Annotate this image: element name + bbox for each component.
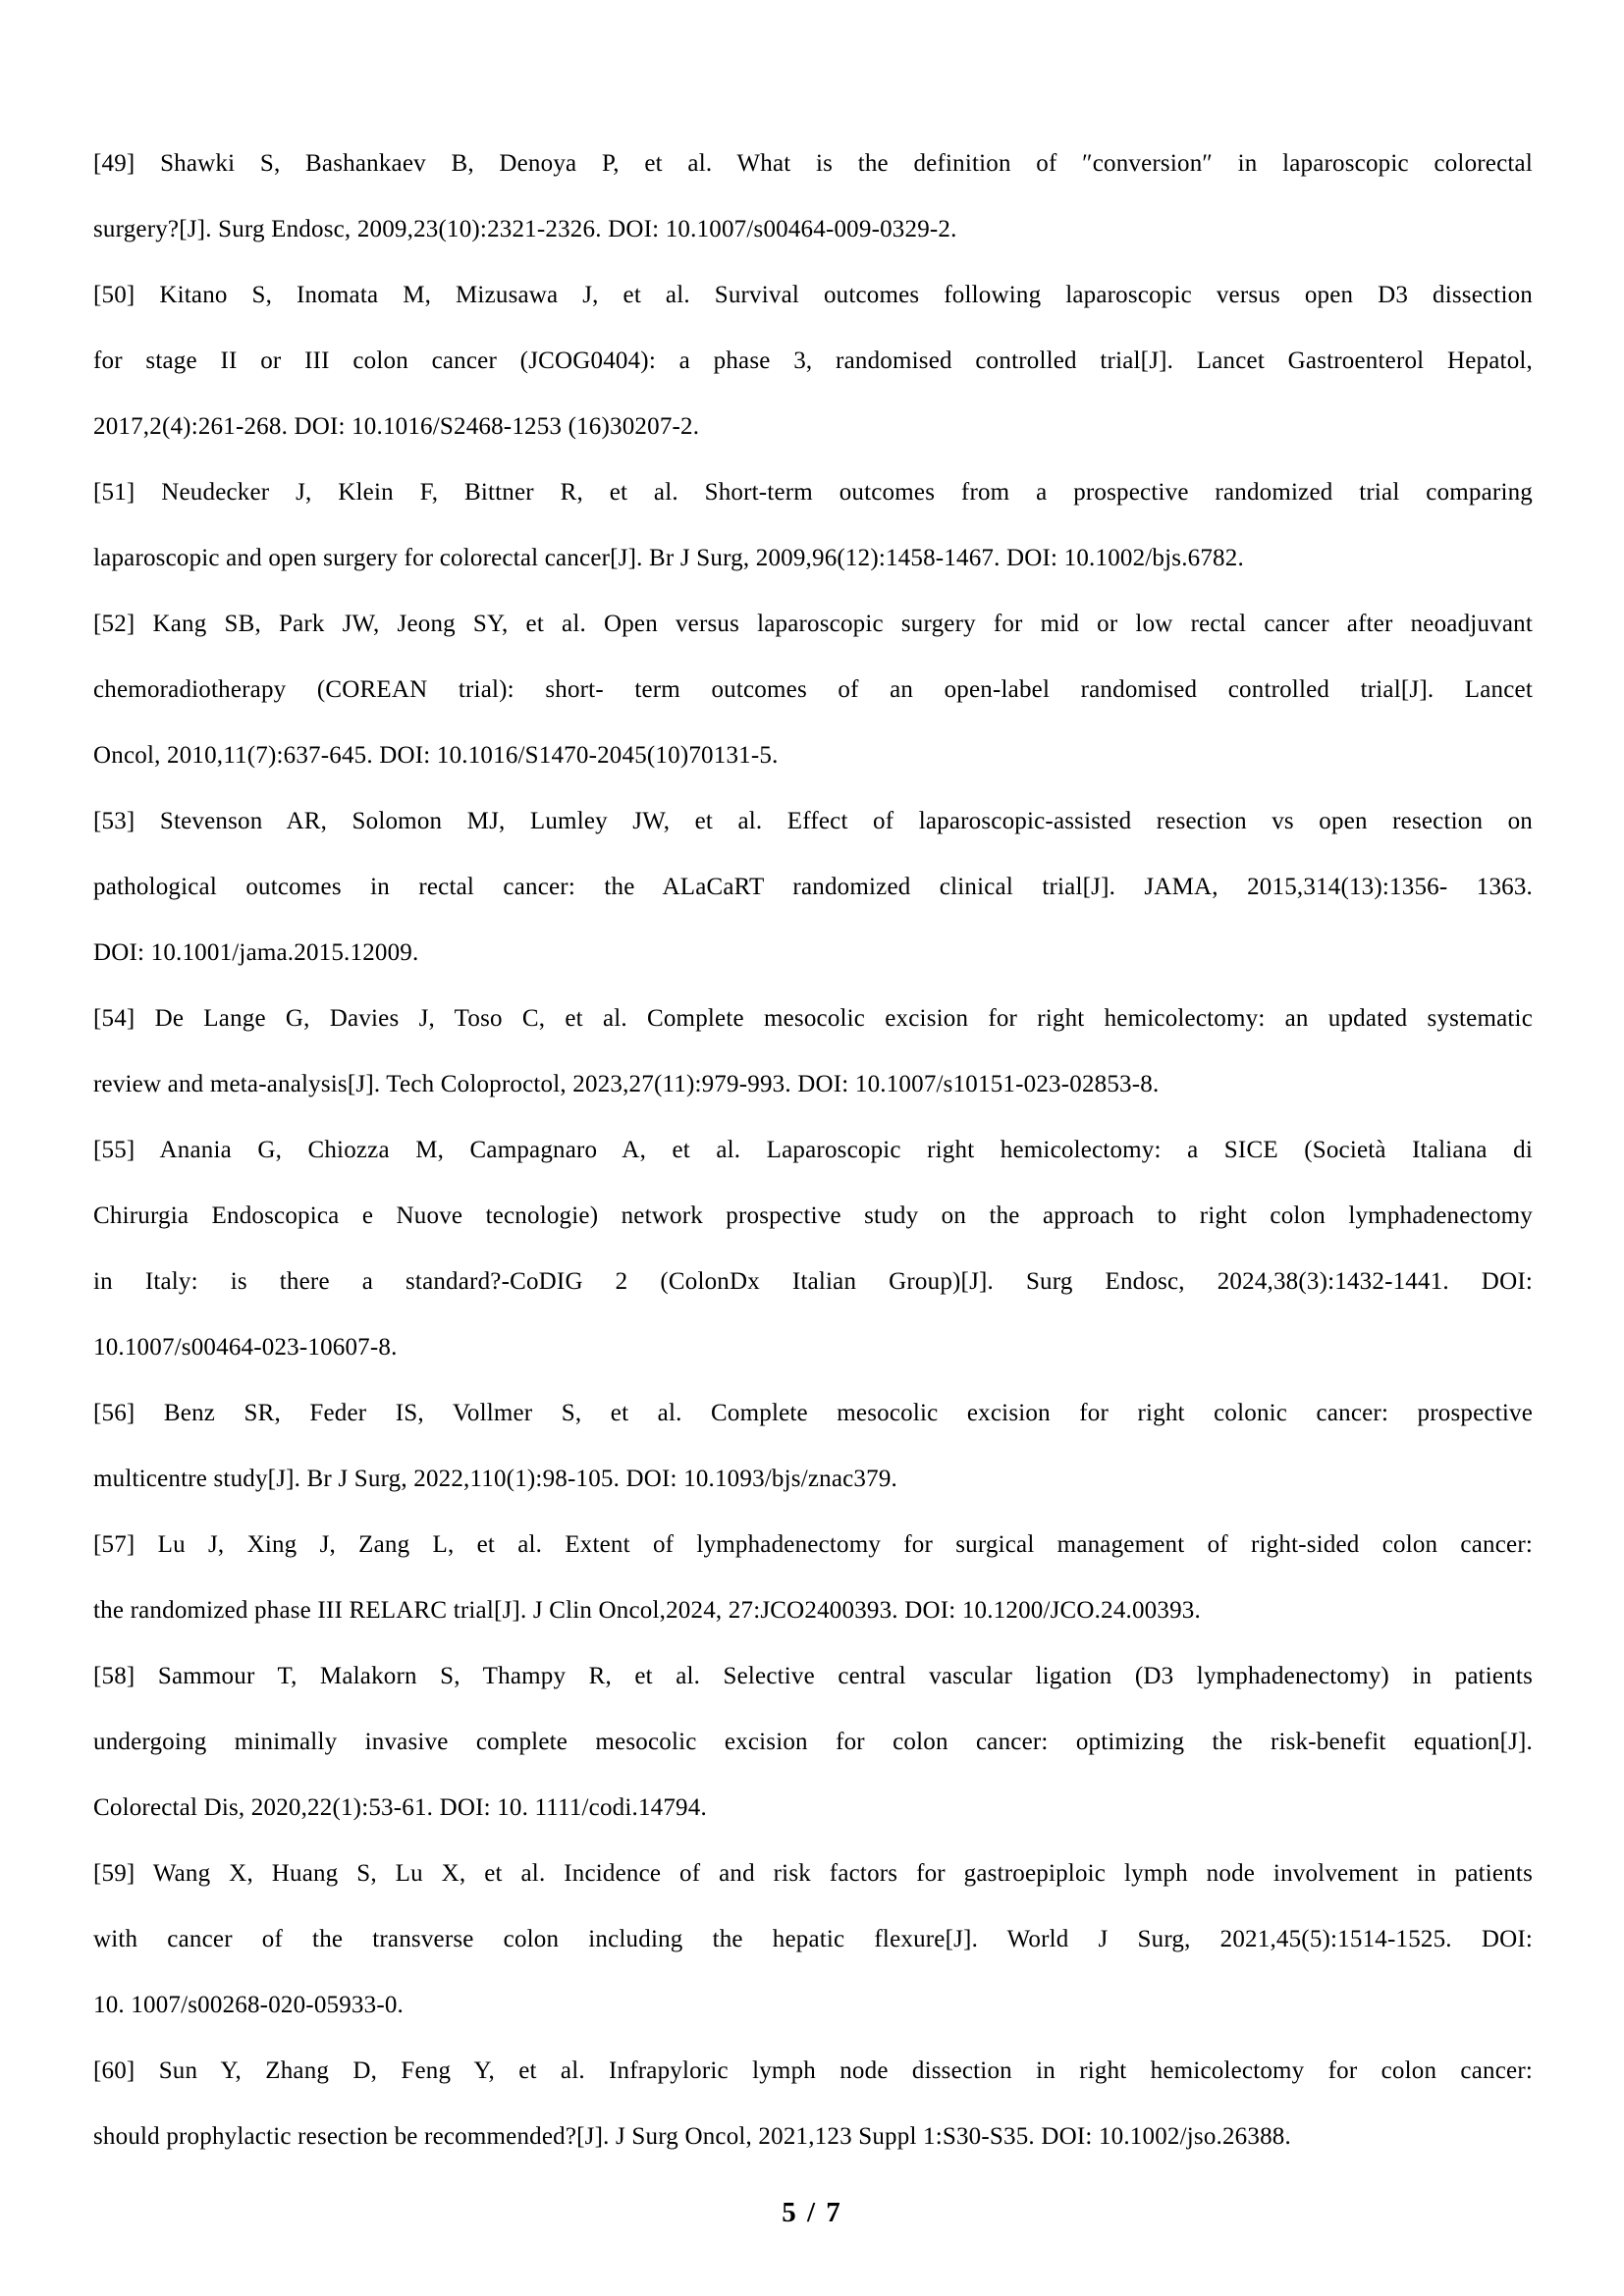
reference-line: DOI: 10.1001/jama.2015.12009. xyxy=(93,939,419,966)
reference-line: undergoing minimally invasive complete mesocolic excision for colon cancer: optimizing the risk-benefit equation[J]. xyxy=(93,1729,1533,1755)
reference-line: 2017,2(4):261-268. DOI: 10.1016/S2468-1253 (16)30207-2. xyxy=(93,413,700,440)
reference-line: 10.1007/s00464-023-10607-8. xyxy=(93,1334,398,1361)
reference-line: Oncol, 2010,11(7):637-645. DOI: 10.1016/S1470-2045(10)70131-5. xyxy=(93,742,779,769)
reference-line: [56] Benz SR, Feder IS, Vollmer S, et al. Complete mesocolic excision for right colonic cancer: prospective xyxy=(93,1400,1533,1426)
page-number: 5 / 7 xyxy=(782,2197,842,2228)
reference-line: the randomized phase III RELARC trial[J]. J Clin Oncol,2024, 27:JCO2400393. DOI: 10.1200/JCO.24.00393. xyxy=(93,1597,1201,1624)
reference-line: surgery?[J]. Surg Endosc, 2009,23(10):2321-2326. DOI: 10.1007/s00464-009-0329-2. xyxy=(93,216,957,242)
references-list xyxy=(93,131,1533,2169)
reference-line: [50] Kitano S, Inomata M, Mizusawa J, et al. Survival outcomes following laparoscopic versus open D3 dissection xyxy=(93,282,1533,308)
reference-60 xyxy=(93,2038,1533,2169)
reference-54 xyxy=(93,986,1533,1117)
reference-line: chemoradiotherapy (COREAN trial): short- term outcomes of an open-label randomised controlled trial[J]. Lancet xyxy=(93,676,1533,703)
reference-49 xyxy=(93,131,1533,262)
reference-line: pathological outcomes in rectal cancer: the ALaCaRT randomized clinical trial[J]. JAMA, 2015,314(13):1356- 1363. xyxy=(93,874,1533,900)
reference-line: 10. 1007/s00268-020-05933-0. xyxy=(93,1992,405,2018)
reference-59 xyxy=(93,1841,1533,2038)
reference-line: [52] Kang SB, Park JW, Jeong SY, et al. Open versus laparoscopic surgery for mid or low rectal cancer after neoadjuvant xyxy=(93,611,1533,637)
reference-51 xyxy=(93,459,1533,591)
reference-line: Colorectal Dis, 2020,22(1):53-61. DOI: 10. 1111/codi.14794. xyxy=(93,1794,707,1821)
reference-line: multicentre study[J]. Br J Surg, 2022,110(1):98-105. DOI: 10.1093/bjs/znac379. xyxy=(93,1466,897,1492)
reference-line: review and meta-analysis[J]. Tech Coloproctol, 2023,27(11):979-993. DOI: 10.1007/s10151-023-02853-8. xyxy=(93,1071,1160,1097)
reference-line: [60] Sun Y, Zhang D, Feng Y, et al. Infrapyloric lymph node dissection in right hemicolectomy for colon cancer: xyxy=(93,2057,1533,2084)
reference-line: [54] De Lange G, Davies J, Toso C, et al. Complete mesocolic excision for right hemicolectomy: an updated systematic xyxy=(93,1005,1533,1032)
reference-line: [53] Stevenson AR, Solomon MJ, Lumley JW, et al. Effect of laparoscopic-assisted resection vs open resection on xyxy=(93,808,1533,834)
reference-line: laparoscopic and open surgery for colorectal cancer[J]. Br J Surg, 2009,96(12):1458-1467. DOI: 10.1002/bjs.6782. xyxy=(93,545,1244,571)
reference-58 xyxy=(93,1643,1533,1841)
reference-line: [58] Sammour T, Malakorn S, Thampy R, et al. Selective central vascular ligation (D3 lymphadenectomy) in patients xyxy=(93,1663,1533,1689)
reference-line: for stage II or III colon cancer (JCOG0404): a phase 3, randomised controlled trial[J]. Lancet Gastroenterol Hepatol, xyxy=(93,347,1533,374)
reference-line: with cancer of the transverse colon including the hepatic flexure[J]. World J Surg, 2021,45(5):1514-1525. DOI: xyxy=(93,1926,1533,1952)
reference-52 xyxy=(93,591,1533,788)
reference-line: [55] Anania G, Chiozza M, Campagnaro A, et al. Laparoscopic right hemicolectomy: a SICE (Società Italiana di xyxy=(93,1137,1533,1163)
reference-line: should prophylactic resection be recommended?[J]. J Surg Oncol, 2021,123 Suppl 1:S30-S35. DOI: 10.1002/jso.26388. xyxy=(93,2123,1291,2150)
reference-line: [51] Neudecker J, Klein F, Bittner R, et al. Short-term outcomes from a prospective randomized trial comparing xyxy=(93,479,1533,506)
reference-line: [57] Lu J, Xing J, Zang L, et al. Extent of lymphadenectomy for surgical management of right-sided colon cancer: xyxy=(93,1531,1533,1558)
reference-55 xyxy=(93,1117,1533,1380)
reference-57 xyxy=(93,1512,1533,1643)
reference-line: [59] Wang X, Huang S, Lu X, et al. Incidence of and risk factors for gastroepiploic lymph node involvement in patients xyxy=(93,1860,1533,1887)
reference-line: [49] Shawki S, Bashankaev B, Denoya P, et al. What is the definition of ″conversion″ in laparoscopic colorectal xyxy=(93,150,1533,177)
reference-line: in Italy: is there a standard?-CoDIG 2 (ColonDx Italian Group)[J]. Surg Endosc, 2024,38(3):1432-1441. DOI: xyxy=(93,1268,1533,1295)
reference-line: Chirurgia Endoscopica e Nuove tecnologie) network prospective study on the approach to right colon lymphadenectomy xyxy=(93,1202,1533,1229)
reference-56 xyxy=(93,1380,1533,1512)
reference-53 xyxy=(93,788,1533,986)
reference-50 xyxy=(93,262,1533,459)
